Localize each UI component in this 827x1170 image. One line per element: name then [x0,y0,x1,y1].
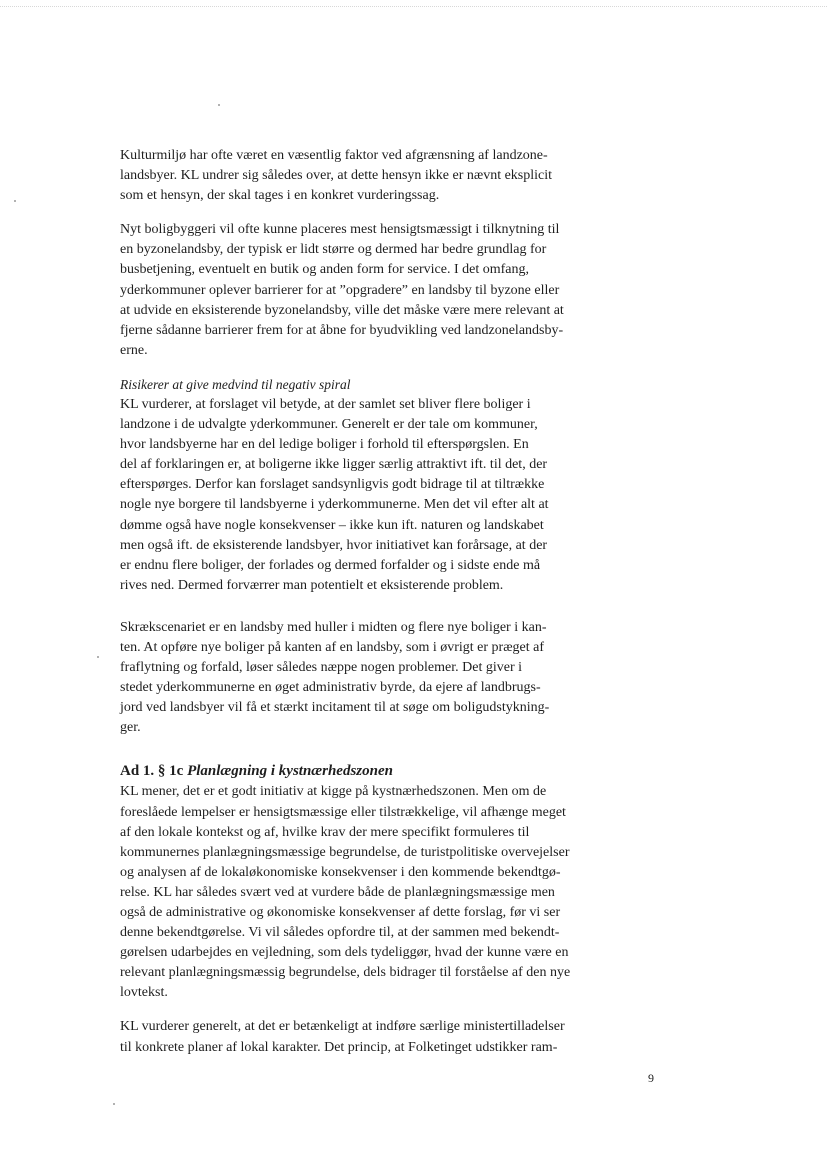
paragraph-kulturmiljo [120,146,612,206]
page-number: 9 [648,1071,654,1085]
text-line: rives ned. Dermed forværrer man potentielt et eksisterende problem. [120,577,504,593]
paragraph-boligbyggeri [120,220,612,361]
paragraph-skraekscenariet [120,618,612,739]
text-line: lovtekst. [120,985,168,1001]
text-line: Kulturmiljø har ofte været en væsentlig faktor ved afgrænsning af landzone- [120,148,548,163]
text-line: foreslåede lempelser er hensigtsmæssige eller tilstrækkelige, vil afhænge meget [120,804,566,820]
text-line: KL vurderer, at forslaget vil betyde, at der samlet set bliver flere boliger i [120,396,531,412]
text-line: kommunernes planlægningsmæssige begrundelse, de turistpolitiske overvejelser [120,844,570,860]
text-line: fjerne sådanne barrierer frem for at åbne for byudvikling ved landzonelandsby- [120,322,564,338]
scan-top-edge [0,6,827,7]
text-line: denne bekendtgørelse. Vi vil således opfordre til, at der sammen med bekendt- [120,925,560,941]
paragraph-kl-vurderer-generelt [120,1017,612,1057]
section-heading-prefix: Ad 1. § 1c [120,763,188,780]
text-line: af den lokale kontekst og af, hvilke krav der mere specifikt formuleres til [120,824,530,840]
scan-speck [97,656,99,658]
text-line: at udvide en eksisterende byzonelandsby, ville det måske være mere relevant at [120,302,564,318]
paragraph-kl-vurderer [120,395,612,596]
text-line: relse. KL har således svært ved at vurdere både de planlægningsmæssige men [120,884,555,900]
section-heading-title: Planlægning i kystnærhedszonen [187,763,393,780]
text-line: en byzonelandsby, der typisk er lidt større og dermed har bedre grundlag for [120,242,547,258]
text-line: stedet yderkommunerne en øget administrativ byrde, da ejere af landbrugs- [120,680,541,696]
text-line: som et hensyn, der skal tages i en konkret vurderingssag. [120,188,440,204]
text-line: gørelsen udarbejdes en vejledning, som dels tydeliggør, hvad der kunne være en [120,945,569,961]
text-line: efterspørges. Derfor kan forslaget sandsynligvis godt bidrage til at tiltrække [120,477,545,493]
text-line: del af forklaringen er, at boligerne ikke ligger særlig attraktivt ift. til det, der [120,457,548,473]
scan-speck [218,104,220,106]
text-line: landsbyer. KL undrer sig således over, at dette hensyn ikke er nævnt eksplicit [120,168,553,184]
text-line: jord ved landsbyer vil få et stærkt incitament til at søge om boligudstykning- [120,700,550,716]
text-line: er endnu flere boliger, der forlades og dermed forfalder og i sidste ende må [120,557,541,573]
text-line: Skrækscenariet er en landsby med huller i midten og flere nye boliger i kan- [120,619,547,635]
text-line: til konkrete planer af lokal karakter. Det princip, at Folketinget udstikker ram- [120,1039,558,1055]
subheading-negativ-spiral: Risikerer at give medvind til negativ spiral [120,376,351,392]
text-line: også de administrative og økonomiske konsekvenser af dette forslag, før vi ser [120,905,561,920]
text-line: KL vurderer generelt, at det er betænkeligt at indføre særlige ministertilladelser [120,1019,565,1035]
text-line: busbetjening, eventuelt en butik og anden form for service. I det omfang, [120,262,529,278]
section-heading-kystnaerhedszonen [120,760,612,782]
text-line: landzone i de udvalgte yderkommuner. Generelt er der tale om kommuner, [120,417,538,433]
text-line: Nyt boligbyggeri vil ofte kunne placeres mest hensigtsmæssigt i tilknytning til [120,222,560,238]
text-line: fraflytning og forfald, løser således næppe nogen problemer. Det giver i [120,660,522,676]
text-line: hvor landsbyerne har en del ledige boliger i forhold til efterspørgslen. En [120,437,529,453]
text-line: ten. At opføre nye boliger på kanten af en landsby, som i øvrigt er præget af [120,639,545,655]
text-line: og analysen af de lokaløkonomiske konsekvenser i den kommende bekendtgø- [120,864,561,880]
text-line: erne. [120,342,148,358]
text-line: ger. [120,720,141,736]
text-line: nogle nye borgere til landsbyerne i yderkommunerne. Men det vil efter alt at [120,497,549,513]
scan-speck [113,1103,115,1105]
paragraph-kl-mener [120,782,612,1003]
document-body [120,146,612,1058]
text-line: relevant planlægningsmæssig begrundelse, dels bidrager til forståelse af den nye [120,965,571,981]
text-line: men også ift. de eksisterende landsbyer, hvor initiativet kan forårsage, at der [120,537,548,553]
text-line: yderkommuner oplever barrierer for at ”opgradere” en landsby til byzone eller [120,282,560,298]
scan-speck [14,200,16,202]
text-line: KL mener, det er et godt initiativ at kigge på kystnærhedszonen. Men om de [120,784,547,800]
text-line: dømme også have nogle konsekvenser – ikke kun ift. naturen og landskabet [120,517,544,533]
